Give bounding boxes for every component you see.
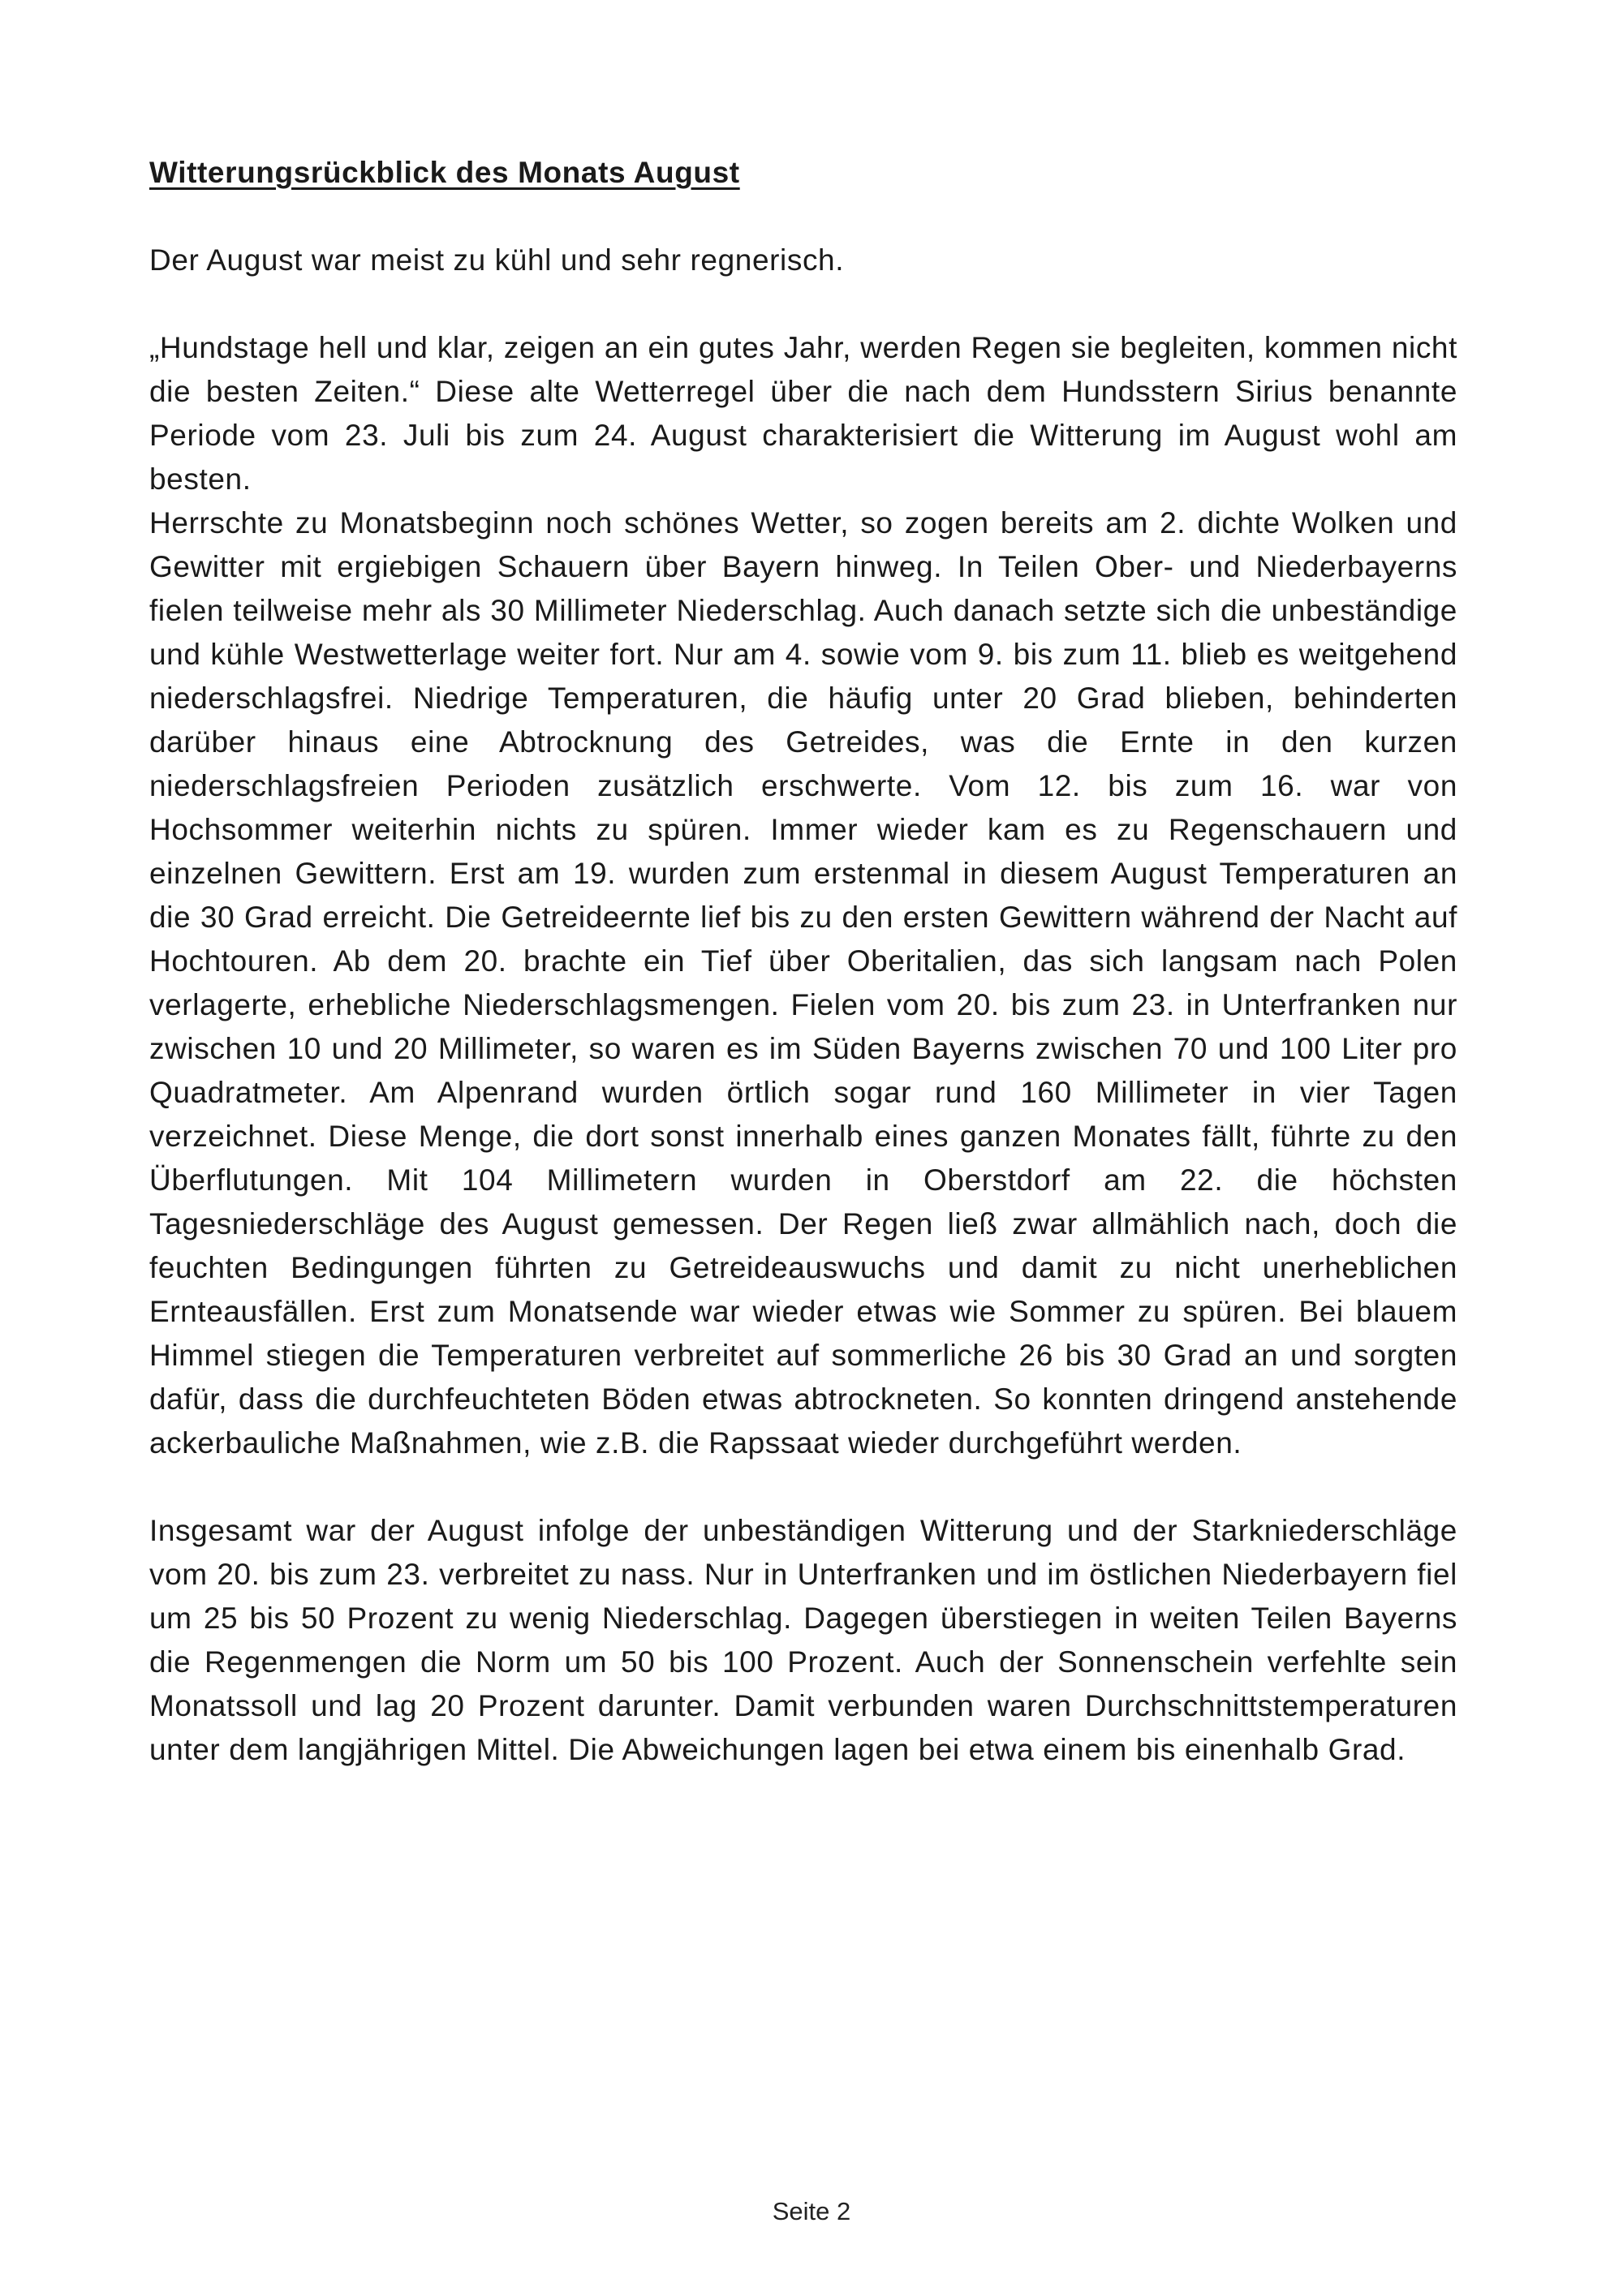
document-title: Witterungsrückblick des Monats August bbox=[149, 156, 740, 189]
document-body bbox=[149, 151, 1457, 1772]
conclusion-paragraph: Insgesamt war der August infolge der unbeständigen Witterung und der Starkniederschläge vom 20. bis zum 23. verbreitet zu nass. Nur in Unterfranken und im östlichen Niederbayern fiel um 25 bis 50 Prozent zu wenig Niederschlag. Dagegen überstiegen in weiten Teilen Bayerns die Regenmengen die Norm um 50 bis 100 Prozent. Auch der Sonnenschein verfehlte sein Monatssoll und lag 20 Prozent darunter. Damit verbunden waren Durchschnittstemperaturen unter dem langjährigen Mittel. Die Abweichungen lagen bei etwa einem bis einenhalb Grad. bbox=[149, 1514, 1457, 1766]
summary-paragraph: Der August war meist zu kühl und sehr regnerisch. bbox=[149, 243, 845, 277]
paragraph-spacer bbox=[149, 1465, 1457, 1509]
monthly-course-paragraph: Herrschte zu Monatsbeginn noch schönes Wetter, so zogen bereits am 2. dichte Wolken und Gewitter mit ergiebigen Schauern über Bayern hinweg. In Teilen Ober- und Niederbayerns fielen teilweise mehr als 30 Millimeter Niederschlag. Auch danach setzte sich die unbeständige und kühle Westwetterlage weiter fort. Nur am 4. sowie vom 9. bis zum 11. blieb es weitgehend niederschlagsfrei. Niedrige Temperaturen, die häufig unter 20 Grad blieben, behinderten darüber hinaus eine Abtrocknung des Getreides, was die Ernte in den kurzen niederschlagsfreien Perioden zusätzlich erschwerte. Vom 12. bis zum 16. war von Hochsommer weiterhin nichts zu spüren. Immer wieder kam es zu Regenschauern und einzelnen Gewittern. Erst am 19. wurden zum erstenmal in diesem August Temperaturen an die 30 Grad erreicht. Die Getreideernte lief bis zu den ersten Gewittern während der Nacht auf Hochtouren. Ab dem 20. brachte ein Tief über Oberitalien, das sich langsam nach Polen verlagerte, erhebliche Niederschlagsmengen. Fielen vom 20. bis zum 23. in Unterfranken nur zwischen 10 und 20 Millimeter, so waren es im Süden Bayerns zwischen 70 und 100 Liter pro Quadratmeter. Am Alpenrand wurden örtlich sogar rund 160 Millimeter in vier Tagen verzeichnet. Diese Menge, die dort sonst innerhalb eines ganzen Monates fällt, führte zu den Überflutungen. Mit 104 Millimetern wurden in Oberstdorf am 22. die höchsten Tagesniederschläge des August gemessen. Der Regen ließ zwar allmählich nach, doch die feuchten Bedingungen führten zu Getreideauswuchs und damit zu nicht unerheblichen Ernteausfällen. Erst zum Monatsende war wieder etwas wie Sommer zu spüren. Bei blauem Himmel stiegen die Temperaturen verbreitet auf sommerliche 26 bis 30 Grad an und sorgten dafür, dass die durchfeuchteten Böden etwas abtrockneten. So konnten dringend anstehende ackerbauliche Maßnahmen, wie z.B. die Rapssaat wieder durchgeführt werden. bbox=[149, 506, 1457, 1460]
weather-rule-paragraph: „Hundstage hell und klar, zeigen an ein gutes Jahr, werden Regen sie begleiten, kommen nicht die besten Zeiten.“ Diese alte Wetterregel über die nach dem Hundsstern Sirius benannte Periode vom 23. Juli bis zum 24. August charakterisiert die Witterung im August wohl am besten. bbox=[149, 331, 1457, 496]
page-number: Seite 2 bbox=[772, 2197, 851, 2225]
paragraph-spacer bbox=[149, 282, 1457, 326]
